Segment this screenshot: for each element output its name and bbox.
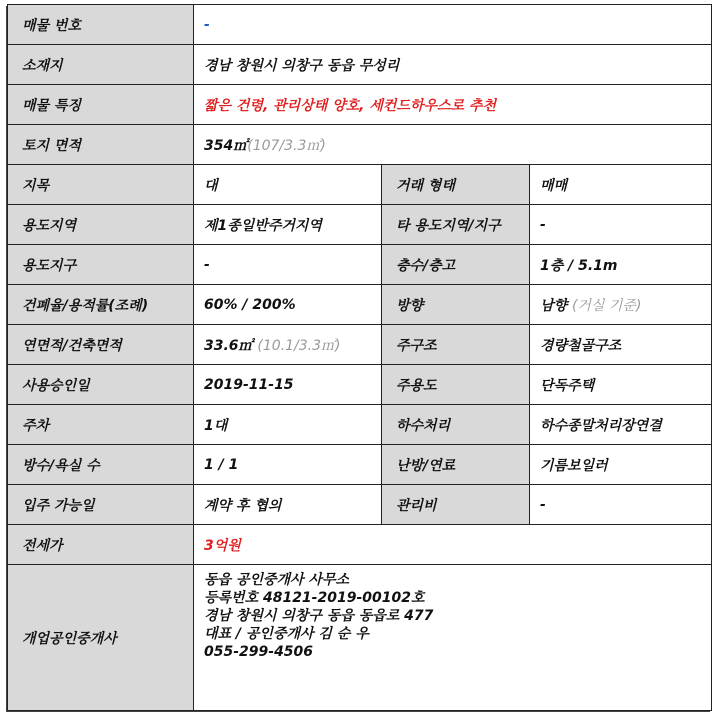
label-features: 매물 특징 — [8, 85, 194, 125]
agent-address: 경남 창원시 의창구 동읍 동읍로 477 — [204, 608, 434, 624]
direction-note: (거실 기준) — [571, 297, 642, 314]
value-main-use: 단독주택 — [530, 365, 712, 405]
value-rooms: 1 / 1 — [194, 445, 382, 485]
row-location — [8, 45, 712, 85]
agent-registration-no: 등록번호 48121-2019-00102호 — [204, 590, 425, 606]
label-rooms: 방수/욕실 수 — [8, 445, 194, 485]
label-deal-type: 거래 형태 — [382, 165, 530, 205]
value-approval: 2019-11-15 — [194, 365, 382, 405]
label-coverage: 건폐율/용적률(조례) — [8, 285, 194, 325]
label-land-area: 토지 면적 — [8, 125, 194, 165]
label-structure: 주구조 — [382, 325, 530, 365]
label-direction: 방향 — [382, 285, 530, 325]
label-listing-no: 매물 번호 — [8, 5, 194, 45]
direction-main: 남향 — [540, 297, 568, 314]
value-maintenance-fee: - — [530, 485, 712, 525]
listing-sheet — [7, 4, 711, 710]
row-price — [8, 525, 712, 565]
value-heating: 기름보일러 — [530, 445, 712, 485]
value-sewage: 하수종말처리장연결 — [530, 405, 712, 445]
value-other-zoning: - — [530, 205, 712, 245]
value-structure: 경량철골구조 — [530, 325, 712, 365]
row-district — [8, 245, 712, 285]
row-approval — [8, 365, 712, 405]
row-rooms — [8, 445, 712, 485]
row-agent — [8, 565, 712, 711]
row-zoning — [8, 205, 712, 245]
value-coverage: 60% / 200% — [194, 285, 382, 325]
row-floor-area — [8, 325, 712, 365]
value-zoning: 제1종일반주거지역 — [194, 205, 382, 245]
row-move-in — [8, 485, 712, 525]
value-deal-type: 매매 — [530, 165, 712, 205]
label-main-use: 주용도 — [382, 365, 530, 405]
value-features: 짧은 건령, 관리상태 양호, 세컨드하우스로 추천 — [194, 85, 712, 125]
label-floors: 층수/층고 — [382, 245, 530, 285]
value-location: 경남 창원시 의창구 동읍 무성리 — [194, 45, 712, 85]
label-floor-area: 연면적/건축면적 — [8, 325, 194, 365]
floor-area-note: (10.1/3.3㎡) — [257, 337, 341, 354]
value-floors: 1층 / 5.1m — [530, 245, 712, 285]
land-area-note: (107/3.3㎡) — [247, 137, 326, 154]
label-maintenance-fee: 관리비 — [382, 485, 530, 525]
value-price: 3억원 — [194, 525, 712, 565]
value-parking: 1대 — [194, 405, 382, 445]
value-district: - — [194, 245, 382, 285]
label-agent: 개업공인중개사 — [8, 565, 194, 711]
value-land-area — [194, 125, 712, 165]
agent-office-name: 동읍 공인중개사 사무소 — [204, 572, 349, 588]
label-location: 소재지 — [8, 45, 194, 85]
property-info-table — [7, 4, 712, 711]
row-land-type — [8, 165, 712, 205]
row-listing-no — [8, 5, 712, 45]
label-parking: 주차 — [8, 405, 194, 445]
value-direction — [530, 285, 712, 325]
value-floor-area — [194, 325, 382, 365]
agent-representative: 대표 / 공인중개사 김 순 우 — [204, 626, 369, 642]
label-heating: 난방/연료 — [382, 445, 530, 485]
label-price: 전세가 — [8, 525, 194, 565]
row-features — [8, 85, 712, 125]
label-district: 용도지구 — [8, 245, 194, 285]
value-agent — [194, 565, 712, 711]
row-parking — [8, 405, 712, 445]
agent-phone: 055-299-4506 — [204, 644, 314, 660]
label-sewage: 하수처리 — [382, 405, 530, 445]
value-listing-no: - — [194, 5, 712, 45]
value-move-in: 계약 후 협의 — [194, 485, 382, 525]
label-other-zoning: 타 용도지역/지구 — [382, 205, 530, 245]
land-area-main: 354㎡ — [204, 137, 248, 154]
row-coverage — [8, 285, 712, 325]
label-approval: 사용승인일 — [8, 365, 194, 405]
floor-area-main: 33.6㎡ — [204, 337, 253, 354]
label-zoning: 용도지역 — [8, 205, 194, 245]
row-land-area — [8, 125, 712, 165]
value-land-type: 대 — [194, 165, 382, 205]
label-move-in: 입주 가능일 — [8, 485, 194, 525]
label-land-type: 지목 — [8, 165, 194, 205]
